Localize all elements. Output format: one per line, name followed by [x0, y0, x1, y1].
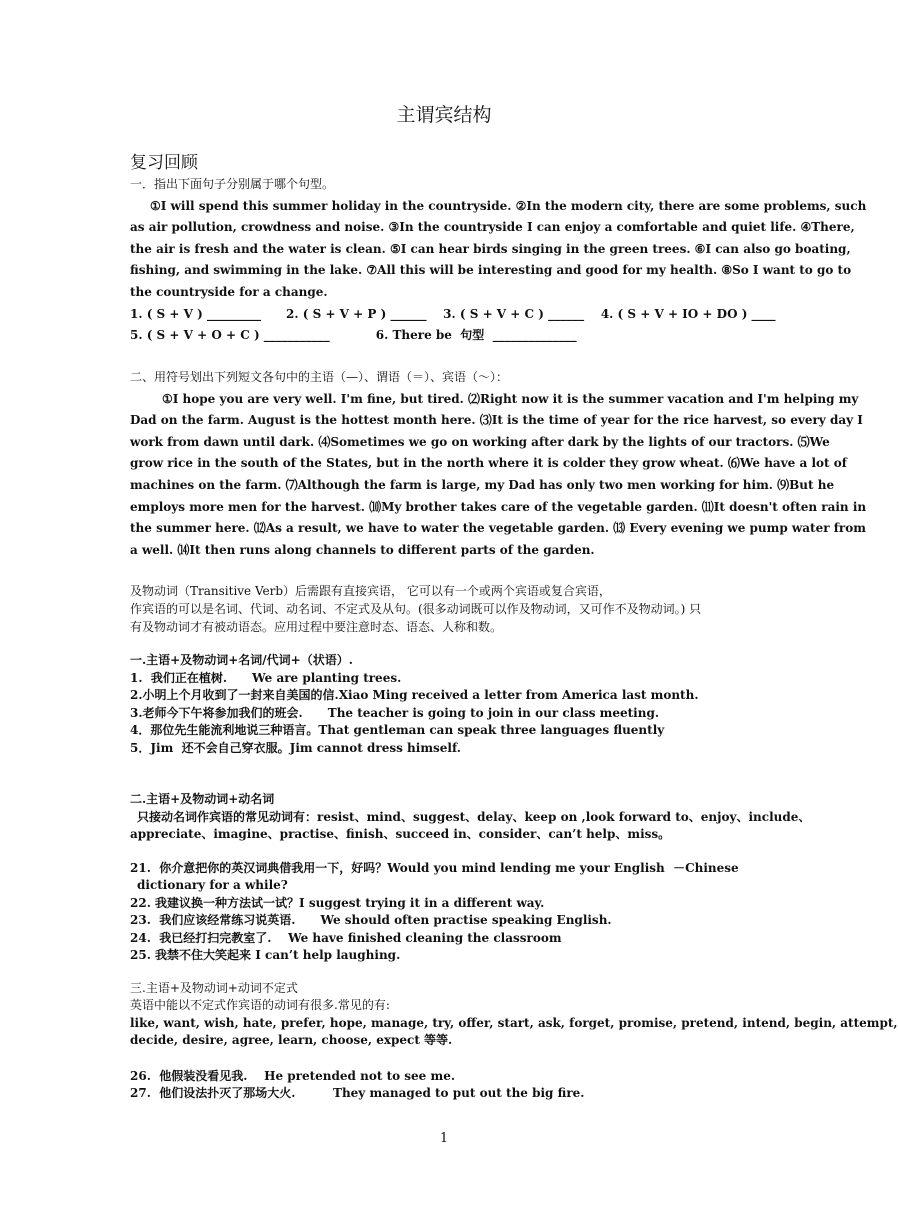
section-three-examples — [130, 1068, 758, 1103]
exercise-one-line: the countryside for a change. — [130, 284, 328, 299]
example-sentence: 26. 他假装没看见我. He pretended not to see me. — [130, 1069, 456, 1083]
review-heading: 复习回顾 — [130, 153, 198, 173]
section-three-heading: 三.主语+及物动词+动词不定式 — [130, 981, 298, 995]
section-two — [130, 791, 811, 844]
section-three — [130, 980, 898, 1050]
example-sentence: 3.老师今下午将参加我们的班会. The teacher is going to join in our class meeting. — [130, 705, 660, 720]
exercise-two-line: Dad on the farm. August is the hottest month here. ⑶It is the time of year for the rice harvest, so every day I — [130, 413, 863, 428]
example-sentence: 2.小明上个月收到了一封来自美国的信.Xiao Ming received a letter from America last month. — [130, 688, 699, 703]
example-sentence: 21. 你介意把你的英汉词典借我用一下，好吗？Would you mind lending me your English －Chinese — [130, 861, 739, 875]
section-three-intro: 英语中能以不定式作宾语的动词有很多.常见的有: — [130, 998, 390, 1013]
section-two-heading: 二.主语+及物动词+动名词 — [130, 792, 275, 806]
example-sentence: 1. 我们正在植树. We are planting trees. — [130, 670, 402, 685]
example-sentence: 27. 他们设法扑灭了那场大火. They managed to put out the big fire. — [130, 1086, 585, 1101]
example-sentence: 24. 我已经打扫完教室了. We have finished cleaning the classroom — [130, 930, 562, 945]
gerund-verbs-line: appreciate、imagine、practise、finish、succeed in、consider、can’t help、miss。 — [130, 827, 671, 842]
exercise-one — [130, 174, 867, 347]
exercise-two-line: a well. ⒁It then runs along channels to different parts of the garden. — [130, 542, 595, 557]
intro-line: 有及物动词才有被动语态。应用过程中要注意时态、语态、人称和数。 — [130, 620, 503, 634]
sentence-patterns-row: 5. ( S + V + O + C ) ___________ 6. There be 句型 ______________ — [130, 328, 577, 343]
example-sentence: 25. 我禁不住大笑起来 I can’t help laughing. — [130, 948, 401, 963]
section-one — [130, 652, 758, 758]
intro-line: 及物动词（Transitive Verb）后需跟有直接宾语， 它可以有一个或两个宾语或复合宾语， — [130, 584, 611, 598]
transitive-verb-intro — [130, 582, 758, 636]
page-number: 1 — [439, 1131, 449, 1146]
exercise-two-line: ①I hope you are very well. I'm fine, but tired. ⑵Right now it is the summer vacation and I'm helping my — [162, 391, 859, 406]
intro-line: 作宾语的可以是名词、代词、动名词、不定式及从句。(很多动词既可以作及物动词，又可作不及物动词。) 只 — [130, 602, 702, 616]
gerund-verbs-line: 只接动名词作宾语的常见动词有：resist、mind、suggest、delay、keep on ,look forward to、enjoy、include、 — [137, 809, 811, 824]
section-one-heading: 一.主语+及物动词+名词/代词+（状语）. — [130, 653, 353, 667]
example-sentence: dictionary for a while? — [137, 878, 288, 893]
exercise-one-line: as air pollution, crowdness and noise. ③In the countryside I can enjoy a comfortable and quiet life. ④There, — [130, 220, 855, 235]
exercise-two — [130, 367, 867, 561]
section-two-examples — [130, 860, 758, 964]
page-title: 主谓宾结构 — [396, 104, 492, 126]
example-sentence: 5．Jim 还不会自己穿衣服。Jim cannot dress himself. — [130, 740, 461, 755]
sentence-patterns-row: 1. ( S + V ) _________ 2. ( S + V + P ) ______ 3. ( S + V + C ) ______ 4. ( S + V + IO + DO ) ____ — [130, 306, 776, 321]
exercise-two-line: work from dawn until dark. ⑷Sometimes we go on working after dark by the lights of our tractors. ⑸We — [130, 434, 830, 449]
exercise-one-line: the air is fresh and the water is clean. ⑤I can hear birds singing in the green trees. ⑥I can also go boating, — [130, 241, 851, 256]
infinitive-verbs-line: like, want, wish, hate, prefer, hope, manage, try, offer, start, ask, forget, promise, pretend, intend, begin, attempt, — [130, 1015, 898, 1030]
exercise-two-line: machines on the farm. ⑺Although the farm is large, my Dad has only two men working for him. ⑼But he — [130, 477, 835, 492]
exercise-one-instruction: 一．指出下面句子分别属于哪个句型。 — [130, 177, 335, 191]
infinitive-verbs-line: decide, desire, agree, learn, choose, expect 等等. — [130, 1033, 453, 1048]
exercise-two-line: grow rice in the south of the States, but in the north where it is colder they grow wheat. ⑹We have a lot of — [130, 456, 847, 471]
exercise-two-line: the summer here. ⑿As a result, we have to water the vegetable garden. ⒀ Every evening we pump water from — [130, 521, 866, 536]
exercise-one-line: ①I will spend this summer holiday in the countryside. ②In the modern city, there are some problems, such — [150, 198, 867, 213]
exercise-one-line: fishing, and swimming in the lake. ⑦All this will be interesting and good for my health. ⑧So I want to go to — [130, 263, 852, 278]
example-sentence: 23. 我们应该经常练习说英语. We should often practise speaking English. — [130, 913, 612, 928]
example-sentence: 22. 我建议换一种方法试一试？I suggest trying it in a different way. — [130, 895, 545, 910]
example-sentence: 4．那位先生能流利地说三种语言。That gentleman can speak three languages fluently — [130, 723, 665, 738]
exercise-two-instruction: 二、用符号划出下列短文各句中的主语（—）、谓语（＝）、宾语（～）： — [130, 370, 509, 384]
exercise-two-line: employs more men for the harvest. ⑽My brother takes care of the vegetable garden. ⑾It doesn't often rain in — [130, 499, 867, 514]
